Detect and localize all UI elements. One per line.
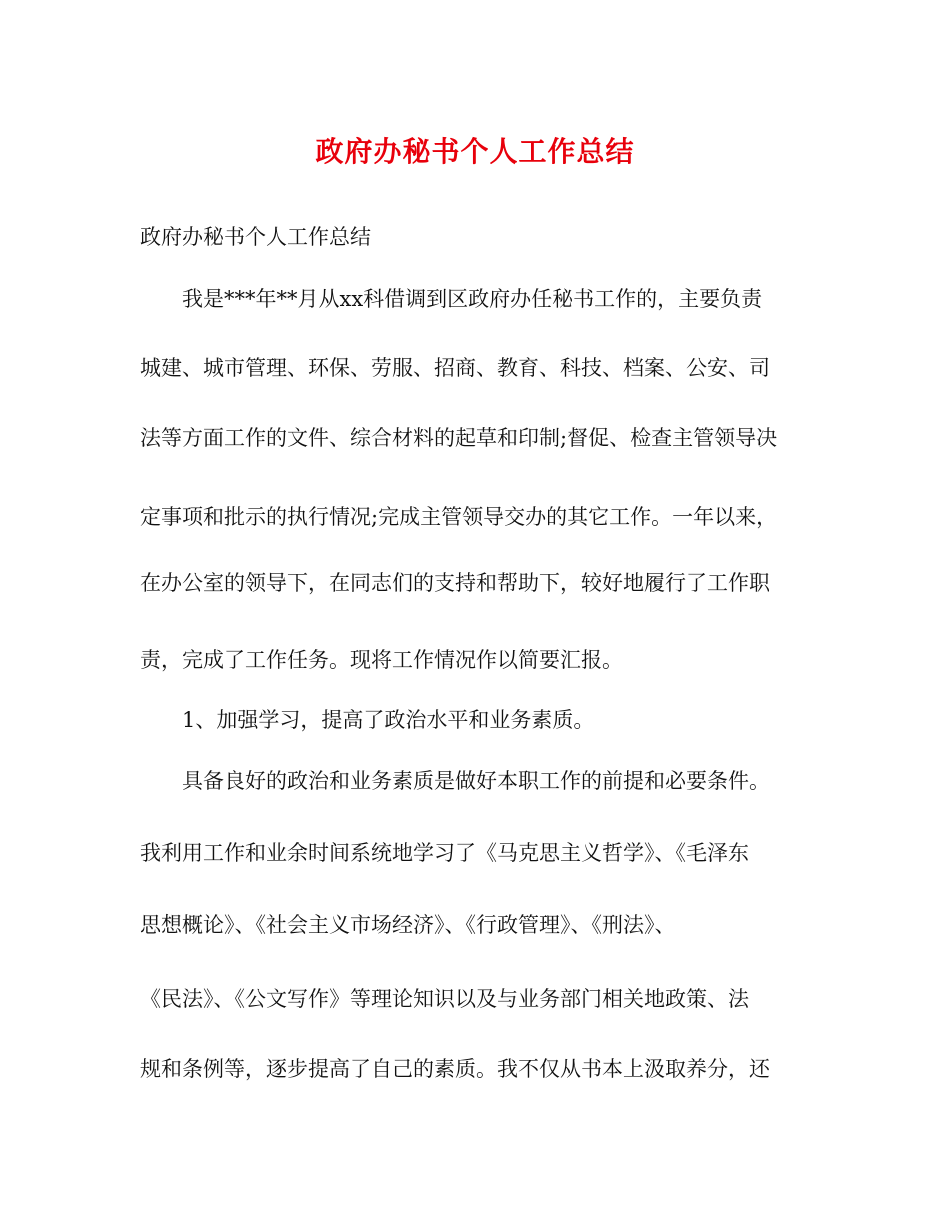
section-heading: 1、加强学习，提高了政治水平和业务素质。 — [182, 708, 595, 732]
paragraph-line: 我是***年**月从xx科借调到区政府办任秘书工作的，主要负责 — [182, 287, 763, 311]
paragraph-line: 《民法》、《公文写作》等理论知识以及与业务部门相关地政策、法 — [140, 987, 749, 1011]
paragraph-line: 规和条例等，逐步提高了自己的素质。我不仅从书本上汲取养分，还 — [140, 1057, 770, 1081]
paragraph-line: 法等方面工作的文件、综合材料的起草和印制;督促、检查主管领导决 — [140, 426, 778, 450]
paragraph-line: 我利用工作和业余时间系统地学习了《马克思主义哲学》、《毛泽东 — [140, 841, 749, 865]
paragraph-line: 定事项和批示的执行情况;完成主管领导交办的其它工作。一年以来， — [140, 505, 778, 529]
paragraph-line: 责，完成了工作任务。现将工作情况作以简要汇报。 — [140, 648, 623, 672]
paragraph-line: 具备良好的政治和业务素质是做好本职工作的前提和必要条件。 — [182, 769, 770, 793]
document-subtitle: 政府办秘书个人工作总结 — [140, 225, 371, 249]
paragraph-line: 城建、城市管理、环保、劳服、招商、教育、科技、档案、公安、司 — [140, 356, 770, 380]
document-title: 政府办秘书个人工作总结 — [315, 135, 635, 168]
paragraph-line: 在办公室的领导下，在同志们的支持和帮助下，较好地履行了工作职 — [140, 571, 770, 595]
paragraph-line: 思想概论》、《社会主义市场经济》、《行政管理》、《刑法》、 — [140, 913, 676, 937]
